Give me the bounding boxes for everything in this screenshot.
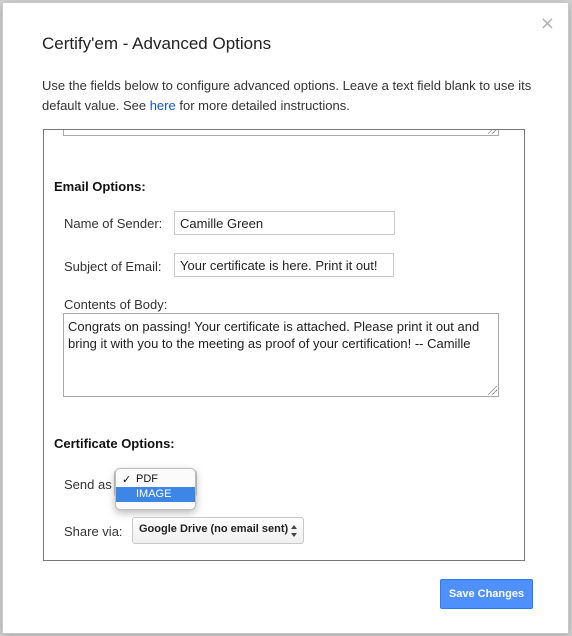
close-icon[interactable]: × [539,13,555,34]
sender-name-input[interactable] [174,211,395,235]
share-via-select[interactable] [132,517,304,544]
subject-label: Subject of Email: [64,259,162,274]
intro-text [42,76,542,116]
send-as-dropdown-menu [115,468,196,510]
share-via-value: Google Drive (no email sent) [139,523,289,535]
subject-input[interactable] [174,253,394,277]
body-label: Contents of Body: [64,297,168,312]
intro-text-after: for more detailed instructions. [175,98,350,113]
resize-grip-icon[interactable] [488,129,497,134]
option-label: PDF [136,473,158,485]
option-label: IMAGE [136,488,172,500]
email-body-textarea[interactable] [63,313,499,397]
instructions-link[interactable]: here [149,98,176,113]
select-arrows-icon [291,525,298,537]
advanced-options-dialog [2,2,569,634]
checkmark-icon: ✓ [122,473,132,486]
email-options-heading: Email Options: [54,179,146,194]
email-body-text: Congrats on passing! Your certificate is attached. Please print it out and bring it with you to the meeting as proof of your certification! -- Camille [68,319,480,351]
send-as-option-pdf[interactable] [116,472,195,487]
resize-grip-icon[interactable] [488,386,497,395]
previous-textarea[interactable] [63,129,499,136]
intro-text-before: Use the fields below to configure advanced options. Leave a text field blank to use its default value. See [42,78,532,113]
save-changes-button[interactable]: Save Changes [440,579,533,609]
send-as-option-image[interactable] [116,487,195,502]
dialog-title: Certify'em - Advanced Options [42,34,272,53]
share-via-label: Share via: [64,524,123,539]
certificate-options-heading: Certificate Options: [54,436,175,451]
send-as-label: Send as [64,477,112,492]
options-scroll-panel[interactable] [43,129,525,561]
sender-label: Name of Sender: [64,216,163,231]
